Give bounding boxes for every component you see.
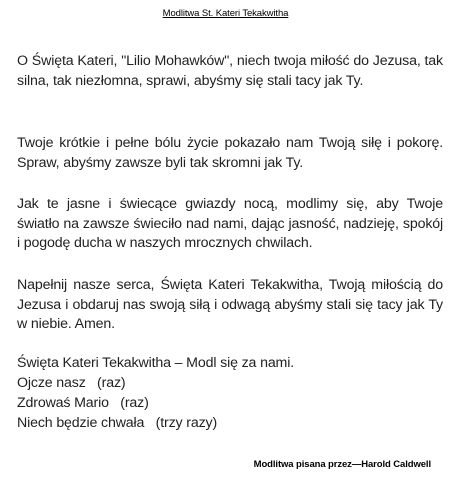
paragraph-1: O Święta Kateri, "Lilio Mohawków", niech twoja miłość do Jezusa, tak silna, tak niezłomna, sprawi, abyśmy się stali tacy jak Ty. bbox=[17, 53, 443, 89]
litany-list bbox=[17, 353, 443, 433]
paragraph-3: Jak te jasne i świecące gwiazdy nocą, modlimy się, aby Twoje światło na zawsze świeciło nad nami, dając jasność, nadzieję, spokój i pogodę ducha w naszych mrocznych chwilach. bbox=[17, 196, 443, 251]
litany-line: Święta Kateri Tekakwitha – Modl się za nami. bbox=[17, 355, 295, 371]
document-title: Modlitwa St. Kateri Tekakwitha bbox=[162, 8, 289, 19]
paragraph-4: Napełnij nasze serca, Święta Kateri Tekakwitha, Twoją miłością do Jezusa i obdaruj nas swoją siłą i odwagą abyśmy stali się tacy jak Ty w niebie. Amen. bbox=[17, 277, 443, 332]
litany-line: Niech będzie chwała (trzy razy) bbox=[17, 415, 218, 431]
litany-line: Zdrowaś Mario (raz) bbox=[17, 395, 149, 411]
litany-line: Ojcze nasz (raz) bbox=[17, 375, 126, 391]
author-credit: Modlitwa pisana przez—Harold Caldwell bbox=[253, 459, 431, 470]
paragraph-2: Twoje krótkie i pełne bólu życie pokazało nam Twoją siłę i pokorę. Spraw, abyśmy zawsze byli tak skromni jak Ty. bbox=[17, 135, 443, 171]
